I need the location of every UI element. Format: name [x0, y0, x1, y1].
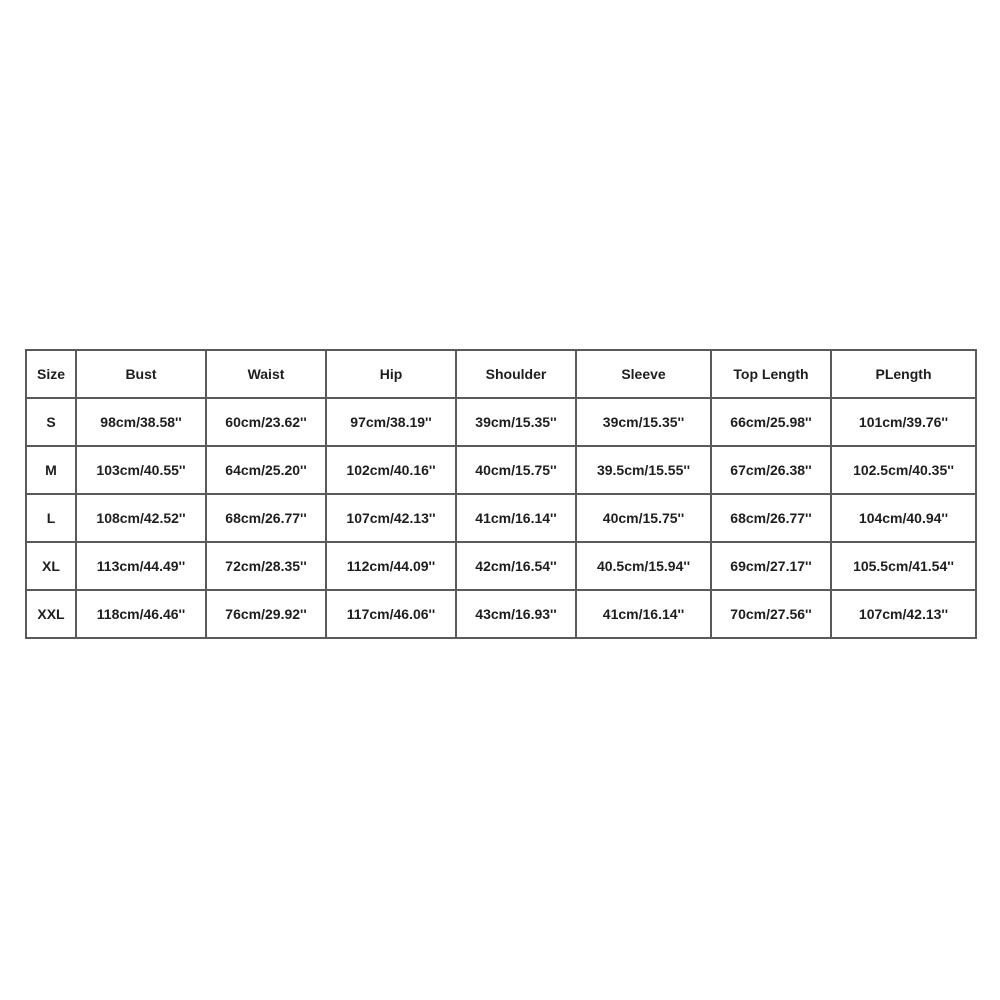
cell-waist: 72cm/28.35'' [206, 542, 326, 590]
size-chart-table [25, 349, 977, 639]
table-header [26, 350, 976, 398]
cell-sleeve: 39.5cm/15.55'' [576, 446, 711, 494]
cell-hip: 102cm/40.16'' [326, 446, 456, 494]
cell-plength: 107cm/42.13'' [831, 590, 976, 638]
cell-size: XXL [26, 590, 76, 638]
cell-top-length: 70cm/27.56'' [711, 590, 831, 638]
cell-shoulder: 43cm/16.93'' [456, 590, 576, 638]
table-row [26, 446, 976, 494]
cell-hip: 117cm/46.06'' [326, 590, 456, 638]
cell-bust: 118cm/46.46'' [76, 590, 206, 638]
cell-plength: 101cm/39.76'' [831, 398, 976, 446]
cell-top-length: 69cm/27.17'' [711, 542, 831, 590]
cell-shoulder: 40cm/15.75'' [456, 446, 576, 494]
header-shoulder: Shoulder [456, 350, 576, 398]
cell-hip: 112cm/44.09'' [326, 542, 456, 590]
header-sleeve: Sleeve [576, 350, 711, 398]
header-hip: Hip [326, 350, 456, 398]
cell-top-length: 67cm/26.38'' [711, 446, 831, 494]
cell-bust: 113cm/44.49'' [76, 542, 206, 590]
header-bust: Bust [76, 350, 206, 398]
table-row [26, 398, 976, 446]
cell-sleeve: 41cm/16.14'' [576, 590, 711, 638]
cell-sleeve: 40cm/15.75'' [576, 494, 711, 542]
cell-hip: 97cm/38.19'' [326, 398, 456, 446]
cell-shoulder: 41cm/16.14'' [456, 494, 576, 542]
header-row [26, 350, 976, 398]
cell-waist: 76cm/29.92'' [206, 590, 326, 638]
header-top-length: Top Length [711, 350, 831, 398]
cell-waist: 68cm/26.77'' [206, 494, 326, 542]
cell-waist: 60cm/23.62'' [206, 398, 326, 446]
cell-size: M [26, 446, 76, 494]
table-row [26, 494, 976, 542]
cell-shoulder: 42cm/16.54'' [456, 542, 576, 590]
cell-bust: 103cm/40.55'' [76, 446, 206, 494]
cell-top-length: 68cm/26.77'' [711, 494, 831, 542]
cell-size: XL [26, 542, 76, 590]
cell-bust: 98cm/38.58'' [76, 398, 206, 446]
cell-shoulder: 39cm/15.35'' [456, 398, 576, 446]
cell-top-length: 66cm/25.98'' [711, 398, 831, 446]
cell-plength: 102.5cm/40.35'' [831, 446, 976, 494]
cell-size: S [26, 398, 76, 446]
header-size: Size [26, 350, 76, 398]
header-waist: Waist [206, 350, 326, 398]
table-body [26, 398, 976, 638]
cell-bust: 108cm/42.52'' [76, 494, 206, 542]
header-plength: PLength [831, 350, 976, 398]
cell-plength: 105.5cm/41.54'' [831, 542, 976, 590]
cell-sleeve: 40.5cm/15.94'' [576, 542, 711, 590]
cell-waist: 64cm/25.20'' [206, 446, 326, 494]
cell-plength: 104cm/40.94'' [831, 494, 976, 542]
cell-size: L [26, 494, 76, 542]
cell-hip: 107cm/42.13'' [326, 494, 456, 542]
table-row [26, 590, 976, 638]
cell-sleeve: 39cm/15.35'' [576, 398, 711, 446]
table-row [26, 542, 976, 590]
